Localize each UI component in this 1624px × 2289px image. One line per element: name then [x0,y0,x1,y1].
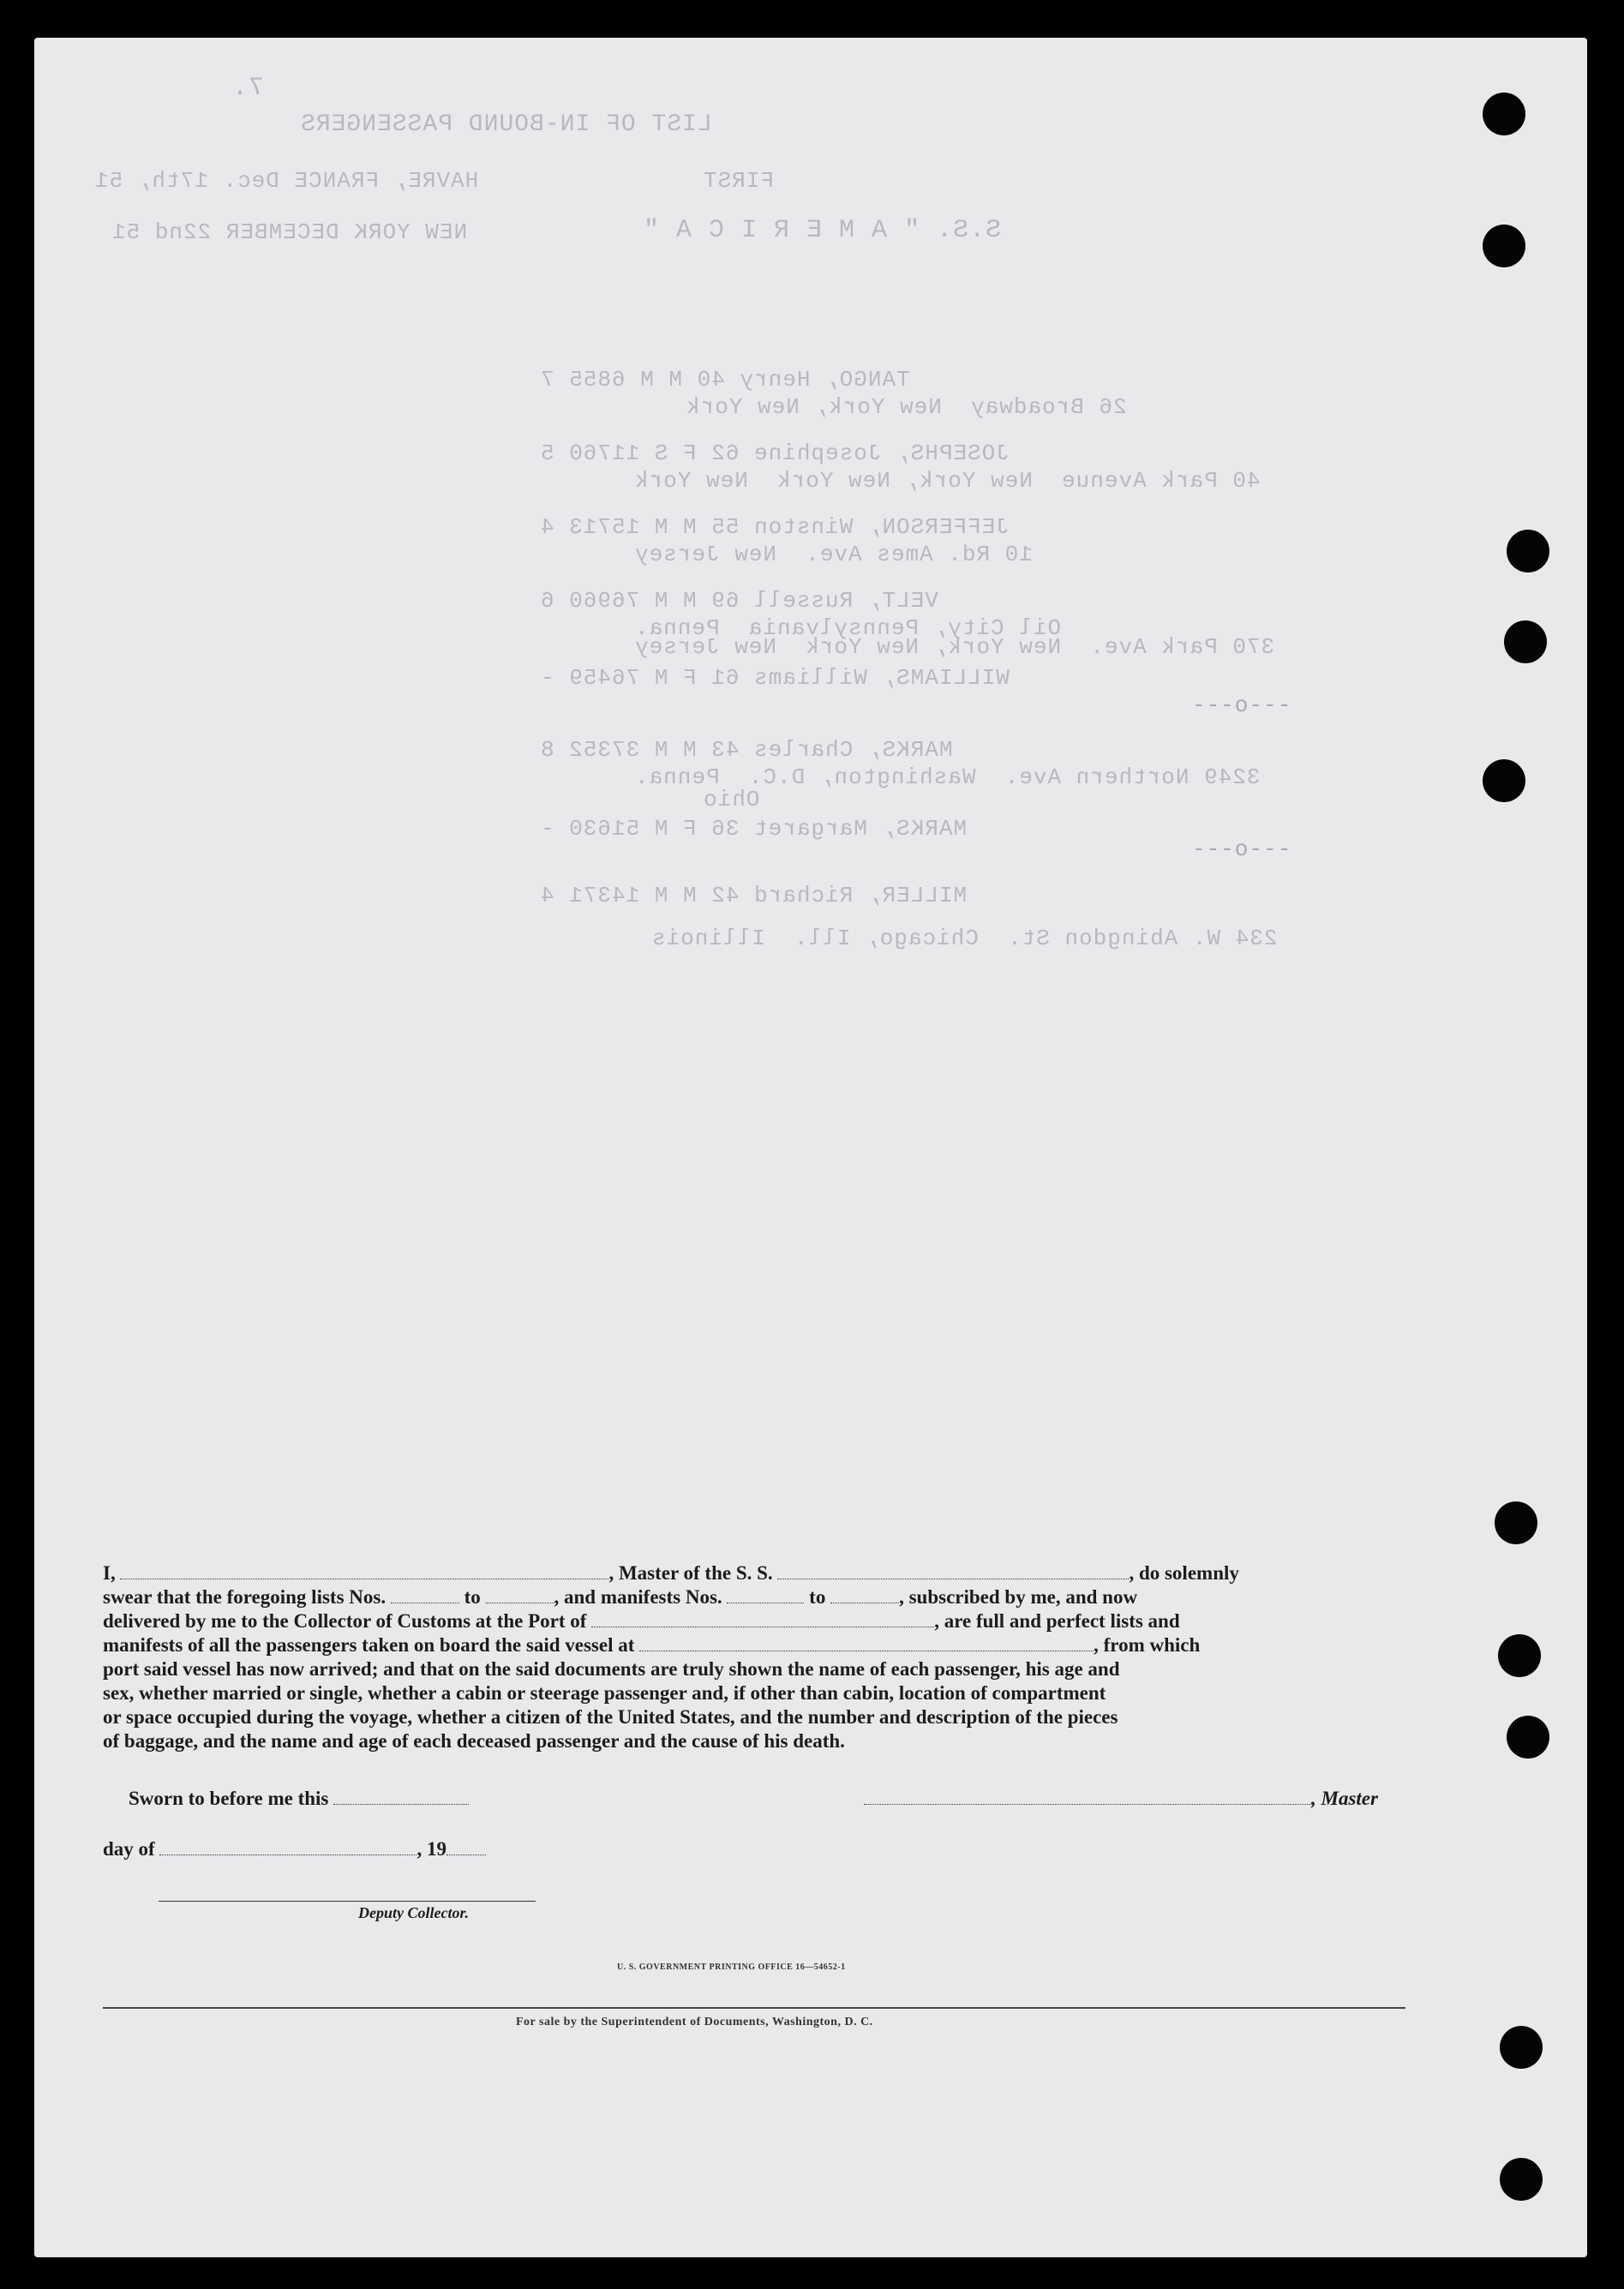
deputy-collector-label: Deputy Collector. [358,1904,469,1921]
bleed-entry: JEFFERSON, Winston 55 M M 15713 4 [540,514,1010,540]
bleed-page-number: 7. [231,74,265,103]
bleed-entry-detail: 10 Rd. Ames Ave. New Jersey [634,542,1033,567]
oath-paragraph [103,1561,1405,1753]
bleed-entry-detail: Oil City, Pennsylvania Penna. [634,615,1062,641]
master-name-blank[interactable] [120,1563,608,1579]
bleed-entry-detail: 370 Park Ave. New York, New York New Jersey [634,634,1275,660]
oath-line-5: port said vessel has now arrived; and that on the said documents are truly shown the name of each passenger, his age and [103,1658,1120,1680]
punch-hole [1483,93,1525,135]
punch-hole [1483,759,1525,802]
bleed-entry-detail: 26 Broadway New York, New York [686,394,1127,420]
punch-hole [1507,1716,1549,1759]
sworn-row: Sworn to before me this [129,1788,469,1810]
bleed-entry-detail: Ohio [703,787,760,812]
bleed-entry-detail: 40 Park Avenue New York, New York New York [634,468,1261,494]
punch-hole [1504,620,1547,663]
bleed-entry: JOSEPHS, Josephine 62 F S 11760 5 [540,440,1010,466]
bleed-entry: MARKS, Charles 43 M M 37352 8 [540,737,953,763]
manifest-from-blank[interactable] [727,1587,804,1603]
oath-line-7: or space occupied during the voyage, whether a citizen of the United States, and the number and description of the pieces [103,1706,1118,1728]
sworn-date-blank[interactable] [333,1789,469,1805]
oath-line-3: delivered by me to the Collector of Customs at the Port of , are full and perfect lists and [103,1610,1180,1632]
bleed-list-title: LIST OF IN-BOUND PASSENGERS [300,111,712,138]
deputy-signature-line[interactable] [159,1901,536,1902]
footer-rule [103,2007,1405,2009]
bleed-entry: VELT, Russell 69 M M 76960 6 [540,588,938,614]
bleed-entry-detail: 234 W. Abingdon St. Chicago, Ill. Illinois [651,926,1278,951]
punch-hole [1483,225,1525,267]
master-signature-blank[interactable] [864,1789,1311,1805]
oath-line-4: manifests of all the passengers taken on board the said vessel at , from which [103,1634,1201,1656]
punch-hole [1500,2158,1543,2201]
bleed-separator: ---o--- [1191,692,1291,718]
bleed-entry-detail: 3249 Northern Ave. Washington, D.C. Penna. [634,764,1261,790]
manifest-to-blank[interactable] [830,1587,899,1603]
punch-hole [1500,2026,1543,2069]
year-blank[interactable] [446,1839,486,1855]
punch-hole [1495,1501,1537,1544]
bleed-entry: MARKS, Margaret 36 F M 51630 - [540,816,968,842]
bleed-separator: ---o--- [1191,836,1291,862]
day-blank[interactable] [159,1839,416,1855]
oath-line-6: sex, whether married or single, whether a cabin or steerage passenger and, if other than cabin, location of compartment [103,1682,1106,1704]
oath-line-8: of baggage, and the name and age of each deceased passenger and the cause of his death. [103,1730,845,1752]
bleed-port-line: HAVRE, FRANCE Dec. 17th, 51 [94,168,479,194]
list-from-blank[interactable] [391,1587,459,1603]
bleed-ship-line: S.S. " A M E R I C A " [643,216,1002,245]
day-row: day of , 19 [103,1838,486,1861]
bleed-entry: WILLIAMS, Williams 61 F M 76459 - [540,665,1010,691]
master-signature-row: , Master [864,1788,1378,1810]
sale-note: For sale by the Superintendent of Documents, Washington, D. C. [516,2016,873,2028]
port-blank[interactable] [591,1611,934,1627]
oath-line-1: I, , Master of the S. S. , do solemnly [103,1562,1239,1584]
punch-hole [1498,1634,1541,1677]
departure-port-blank[interactable] [639,1635,1094,1651]
bleed-arrival-line: NEW YORK DECEMBER 22nd 51 [111,219,468,245]
printing-office-imprint: U. S. GOVERNMENT PRINTING OFFICE 16—54652-1 [617,1962,846,1972]
oath-line-2: swear that the foregoing lists Nos. to , and manifests Nos. to , subscribed by me, and now [103,1586,1138,1608]
punch-hole [1507,530,1549,572]
list-to-blank[interactable] [486,1587,554,1603]
bleed-entry: TANGO, Henry 40 M M 6855 7 [540,367,910,392]
bleed-class-line: FIRST [703,168,775,194]
bleed-entry: MILLER, Richard 42 M M 14371 4 [540,883,968,908]
ship-name-blank[interactable] [777,1563,1129,1579]
